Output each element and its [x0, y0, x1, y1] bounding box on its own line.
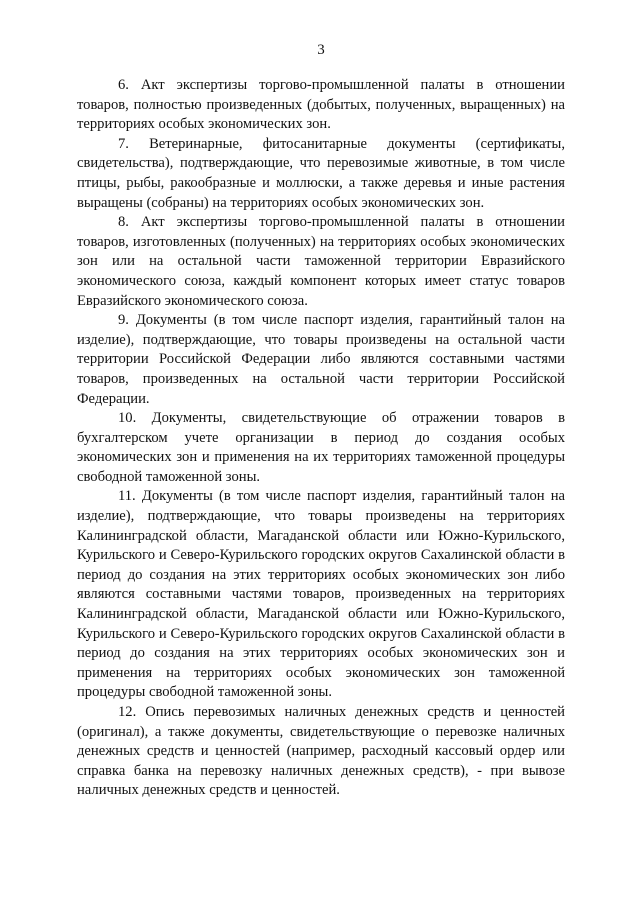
paragraph-item-9: 9. Документы (в том числе паспорт изделия, гарантийный талон на изделие), подтверждающие, что товары произведены на остальной части территории Российской Федерации либо являются составными частями товаров, произведенных на остальной части территории Российской Федерации. — [77, 312, 565, 407]
paragraph-item-11: 11. Документы (в том числе паспорт изделия, гарантийный талон на изделие), подтверждающие, что товары произведены на территориях Калининградской области, Магаданской области или Южно-Курильского, Курильского и Северо-Курильского городских округов Сахалинской области в период до создания на этих территориях особых экономических зон либо являются составными частями товаров, произведенных на территориях Калининградской области, Магаданской области или Южно-Курильского, Курильского и Северо-Курильского городских округов Сахалинской области в период до создания на этих территориях особых экономических зон и применения на территориях особых экономических зон таможенной процедуры свободной таможенной зоны. — [77, 488, 565, 701]
paragraph-item-12: 12. Опись перевозимых наличных денежных средств и ценностей (оригинал), а также документы, свидетельствующие о перевозке наличных денежных средств и ценностей (например, расходный кассовый ордер или справка банка на перевозку наличных денежных средств), - при вывозе наличных денежных средств и ценностей. — [77, 704, 565, 799]
page-number: 3 — [317, 42, 325, 58]
paragraph-item-10: 10. Документы, свидетельствующие об отражении товаров в бухгалтерском учете организации в период до создания особых экономических зон и применения на их территориях таможенной процедуры свободной таможенной зоны. — [77, 410, 565, 485]
paragraph-item-7: 7. Ветеринарные, фитосанитарные документы (сертификаты, свидетельства), подтверждающие, что перевозимые животные, в том числе птицы, рыбы, ракообразные и моллюски, а также деревья и иные растения выращены (собраны) на территориях особых экономических зон. — [77, 135, 565, 211]
paragraph-item-6: 6. Акт экспертизы торгово-промышленной палаты в отношении товаров, полностью произведенных (добытых, полученных, выращенных) на территориях особых экономических зон. — [77, 77, 565, 133]
paragraph-item-8: 8. Акт экспертизы торгово-промышленной палаты в отношении товаров, изготовленных (полученных) на территориях особых экономических зон или на остальной части таможенной территории Евразийского экономического союза, каждый компонент которых имеет статус товаров Евразийского экономического союза. — [77, 214, 565, 309]
